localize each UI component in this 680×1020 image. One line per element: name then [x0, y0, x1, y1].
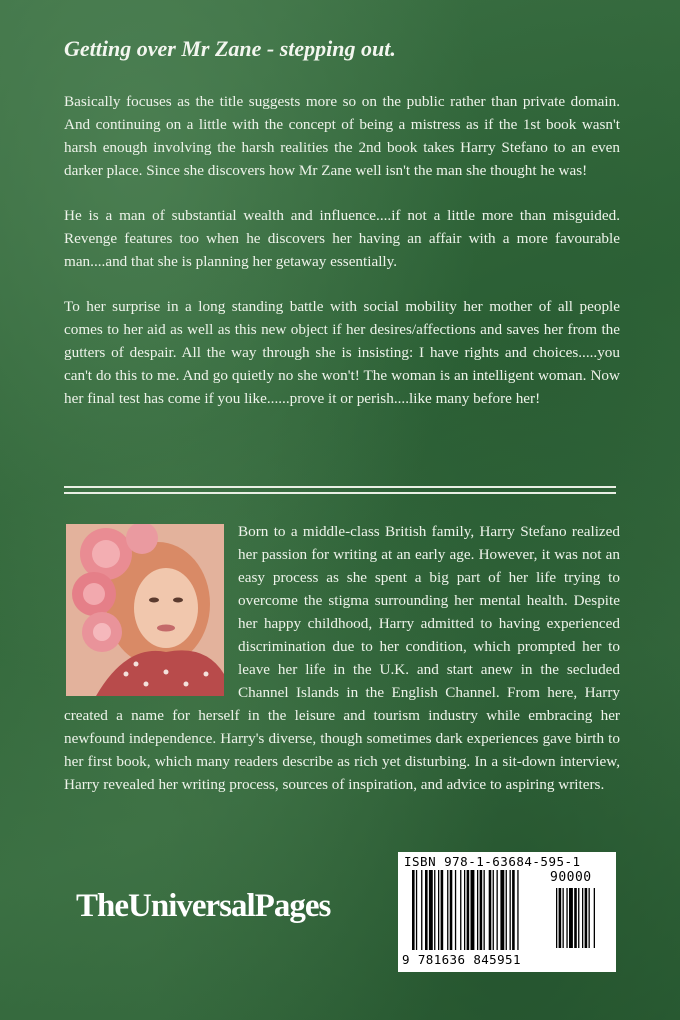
barcode-bar: [497, 870, 498, 950]
barcode-addon-bar: [566, 888, 567, 948]
synopsis-paragraph: He is a man of substantial wealth and influence....if not a little more than misguided. Revenge features too when he discovers her having an affair with a more favourable man....and that she is planning her getaway essentially.: [64, 207, 620, 270]
barcode-addon-bar: [589, 888, 590, 948]
barcode-bar: [447, 870, 448, 950]
barcode-bar: [517, 870, 518, 950]
barcode-bar: [510, 870, 511, 950]
isbn-label: ISBN 978-1-63684-595-1: [404, 854, 581, 869]
barcode-addon-bar: [556, 888, 557, 948]
barcode-bar: [480, 870, 483, 950]
publisher-logo: TheUniversalPages: [76, 888, 331, 924]
barcode-bar: [460, 870, 461, 950]
barcode-bar: [416, 870, 417, 950]
barcode-bar: [425, 870, 428, 950]
barcode-bar: [441, 870, 444, 950]
barcode-bar: [464, 870, 465, 950]
barcode-addon-bar: [569, 888, 573, 948]
author-bio: [64, 520, 620, 796]
barcode-addon-bar: [574, 888, 577, 948]
barcode-bar: [429, 870, 433, 950]
barcode-addon-bar: [582, 888, 583, 948]
barcode-bar: [500, 870, 504, 950]
barcode-bar: [471, 870, 475, 950]
price-code: 90000: [550, 870, 592, 885]
barcode-bar: [455, 870, 456, 950]
synopsis-paragraph: Basically focuses as the title suggests more so on the public rather than private domain. And continuing on a little with the concept of being a mistress as if the 1st book wasn't harsh enough involving the harsh realities the 2nd book takes Harry Stefano to an even darker place. Since she discovers how Mr Zane well isn't the man she thought he was!: [64, 93, 620, 179]
synopsis: [64, 90, 620, 432]
barcode-bar: [506, 870, 507, 950]
book-title: Getting over Mr Zane - stepping out.: [64, 36, 396, 61]
double-rule-divider: [64, 486, 616, 494]
barcode-bar: [438, 870, 439, 950]
photo-text-wrap-spacer: [64, 520, 238, 702]
barcode-bar: [477, 870, 478, 950]
barcode-bar: [512, 870, 515, 950]
synopsis-paragraph: To her surprise in a long standing battle with social mobility her mother of all people comes to her aid as well as this new object if her desires/affections and saves her from the gutters of despair. All the way through she is insisting: I have rights and choices.....you can't do this to me. And go quietly no she won't! The woman is an intelligent woman. Now her final test has come if you like......prove it or perish....like many before her!: [64, 298, 620, 407]
barcode-bar: [493, 870, 494, 950]
barcode-addon-bar: [563, 888, 564, 948]
barcode-bar: [467, 870, 470, 950]
barcode-addon-bar: [578, 888, 579, 948]
barcode-bar: [450, 870, 453, 950]
author-bio-text: Born to a middle-class British family, Harry Stefano realized her passion for writing at an early age. However, it was not an easy process as she spent a big part of her life trying to overcome the stigma surrounding her mental health. Despite her happy childhood, Harry admitted to having experienced discrimination due to her condition, which prompted her to leave her life in the U.K. and start anew in the secluded Channel Islands in the English Channel. From here, Harry created a name for herself in the leisure and tourism industry while embracing her newfound independence. Harry's diverse, though sometimes dark experiences gave birth to her first book, which many readers describe as rich yet disturbing. In a sit-down interview, Harry revealed her writing process, sources of inspiration, and advice to aspiring writers.: [64, 523, 620, 793]
barcode-addon-bar: [559, 888, 562, 948]
isbn-barcode: [398, 852, 616, 972]
barcode-addon-bar: [585, 888, 588, 948]
barcode-digits: 9 781636 845951: [402, 952, 521, 967]
barcode-bar: [484, 870, 485, 950]
barcode-bar: [434, 870, 435, 950]
barcode-bar: [412, 870, 415, 950]
barcode-bar: [421, 870, 422, 950]
barcode-addon-bar: [594, 888, 595, 948]
barcode-bar: [489, 870, 492, 950]
